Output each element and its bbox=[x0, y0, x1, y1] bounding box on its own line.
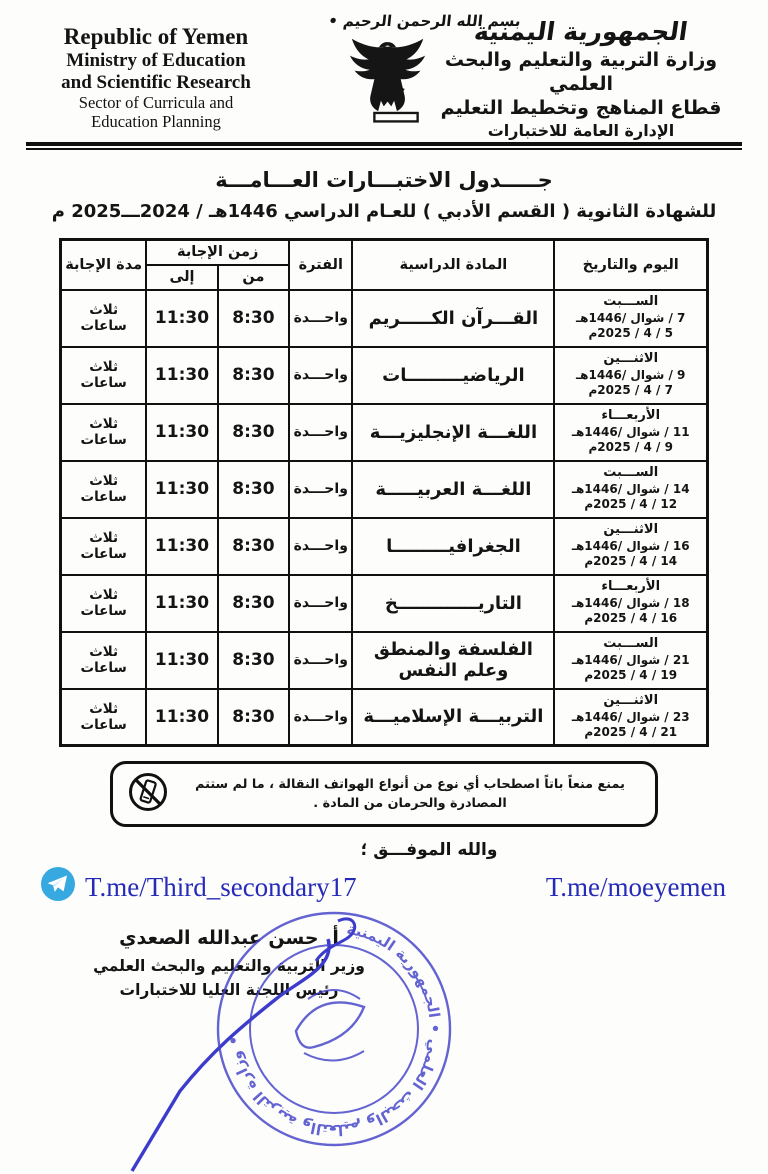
header-subject: المادة الدراسية bbox=[352, 240, 554, 290]
day-name: الأربعـــاء bbox=[601, 407, 661, 423]
hijri-date: 9 / شوال /1446هـ bbox=[576, 367, 686, 382]
cell-time-from: 8:30 bbox=[218, 404, 289, 461]
bismillah-calligraphy: بسم الله الرحمن الرحيم • bbox=[327, 12, 522, 30]
document-titles bbox=[0, 168, 768, 222]
cell-time-to: 11:30 bbox=[146, 290, 217, 347]
signatory-title-minister: وزير التربية والتعليم والبحث العلمي bbox=[93, 957, 365, 975]
day-name: الأربعـــاء bbox=[601, 578, 661, 594]
cell-duration: ثلاث ساعات bbox=[61, 518, 147, 575]
cell-period: واحـــدة bbox=[289, 461, 352, 518]
english-country: Republic of Yemen bbox=[63, 24, 249, 49]
cell-period: واحـــدة bbox=[289, 518, 352, 575]
cell-time-to: 11:30 bbox=[146, 404, 217, 461]
signatory-title-committee: رئيس اللجنة العليا للاختبارات bbox=[119, 981, 339, 999]
cell-day-date bbox=[554, 575, 707, 632]
day-name: الاثنـــين bbox=[603, 521, 659, 537]
no-mobile-phone-icon bbox=[127, 771, 169, 817]
header-duration: مدة الإجابة bbox=[61, 240, 147, 290]
cell-duration: ثلاث ساعات bbox=[61, 347, 147, 404]
table-row bbox=[61, 575, 708, 632]
signatory-name: أ. حسن عبدالله الصعدي bbox=[119, 927, 339, 949]
cell-period: واحـــدة bbox=[289, 290, 352, 347]
cell-time-to: 11:30 bbox=[146, 575, 217, 632]
cell-period: واحـــدة bbox=[289, 347, 352, 404]
cell-period: واحـــدة bbox=[289, 689, 352, 746]
ministry-round-stamp bbox=[208, 903, 460, 1155]
english-ministry-line1: Ministry of Education bbox=[66, 50, 246, 72]
telegram-link-moeyemen[interactable] bbox=[546, 872, 726, 903]
header-answer-time: زمن الإجابة bbox=[146, 240, 289, 265]
letterhead bbox=[0, 0, 768, 142]
cell-period: واحـــدة bbox=[289, 404, 352, 461]
gregorian-date: 9 / 4 / 2025م bbox=[588, 440, 673, 455]
english-sector-line2: Education Planning bbox=[91, 112, 221, 132]
cell-day-date bbox=[554, 404, 707, 461]
day-name: الاثنـــين bbox=[603, 692, 659, 708]
english-ministry-line2: and Scientific Research bbox=[61, 72, 251, 94]
day-name: الســـبت bbox=[603, 635, 659, 651]
cell-day-date bbox=[554, 347, 707, 404]
cell-day-date bbox=[554, 689, 707, 746]
signature-block bbox=[0, 913, 768, 1140]
cell-day-date bbox=[554, 632, 707, 689]
cell-subject: التربيـــة الإسلاميـــة bbox=[352, 689, 554, 746]
hijri-date: 21 / شوال /1446هـ bbox=[571, 652, 690, 667]
cell-time-to: 11:30 bbox=[146, 689, 217, 746]
header-time-to: إلى bbox=[146, 265, 217, 290]
cell-period: واحـــدة bbox=[289, 575, 352, 632]
gregorian-date: 19 / 4 / 2025م bbox=[584, 668, 678, 683]
header-period: الفترة bbox=[289, 240, 352, 290]
cell-duration: ثلاث ساعات bbox=[61, 461, 147, 518]
cell-duration: ثلاث ساعات bbox=[61, 290, 147, 347]
header-time-from: من bbox=[218, 265, 289, 290]
hijri-date: 7 / شوال /1446هـ bbox=[576, 310, 686, 325]
cell-time-from: 8:30 bbox=[218, 689, 289, 746]
cell-time-to: 11:30 bbox=[146, 347, 217, 404]
table-row bbox=[61, 404, 708, 461]
closing-phrase: والله الموفـــق ؛ bbox=[360, 840, 498, 860]
page-subtitle: للشهادة الثانوية ( القسم الأدبي ) للعـام الدراسي 1446هـ / 2024ـــ2025 م bbox=[51, 201, 717, 222]
cell-day-date bbox=[554, 290, 707, 347]
day-name: الاثنـــين bbox=[603, 350, 659, 366]
exam-schedule-table bbox=[59, 238, 709, 747]
cell-time-from: 8:30 bbox=[218, 518, 289, 575]
page-title: جـــــدول الاختبـــارات العـــامـــة bbox=[215, 168, 553, 192]
cell-time-from: 8:30 bbox=[218, 290, 289, 347]
arabic-department: الإدارة العامة للاختبارات bbox=[487, 120, 675, 140]
english-sector-line1: Sector of Curricula and bbox=[78, 93, 234, 113]
table-header bbox=[61, 240, 708, 290]
telegram-link-label[interactable]: T.me/Third_secondary17 bbox=[85, 872, 357, 902]
cell-time-from: 8:30 bbox=[218, 632, 289, 689]
cell-subject: التاريـــــــــــــخ bbox=[352, 575, 554, 632]
phones-prohibited-note bbox=[110, 761, 658, 827]
gregorian-date: 14 / 4 / 2025م bbox=[584, 554, 678, 569]
header-day-date: اليوم والتاريخ bbox=[554, 240, 707, 290]
table-row bbox=[61, 347, 708, 404]
cell-time-to: 11:30 bbox=[146, 632, 217, 689]
cell-time-from: 8:30 bbox=[218, 461, 289, 518]
gregorian-date: 16 / 4 / 2025م bbox=[584, 611, 678, 626]
cell-subject: الرياضيـــــــــات bbox=[352, 347, 554, 404]
cell-time-to: 11:30 bbox=[146, 518, 217, 575]
cell-time-from: 8:30 bbox=[218, 347, 289, 404]
gregorian-date: 5 / 4 / 2025م bbox=[588, 326, 673, 341]
cell-subject: القـــرآن الكـــــريم bbox=[352, 290, 554, 347]
hijri-date: 14 / شوال /1446هـ bbox=[571, 481, 690, 496]
day-name: الســـبت bbox=[603, 464, 659, 480]
cell-subject: اللغـــة الإنجليزيـــة bbox=[352, 404, 554, 461]
gregorian-date: 12 / 4 / 2025م bbox=[584, 497, 678, 512]
cell-duration: ثلاث ساعات bbox=[61, 689, 147, 746]
table-row bbox=[61, 518, 708, 575]
table-body bbox=[61, 290, 708, 746]
cell-duration: ثلاث ساعات bbox=[61, 404, 147, 461]
cell-time-to: 11:30 bbox=[146, 461, 217, 518]
table-row bbox=[61, 461, 708, 518]
cell-time-from: 8:30 bbox=[218, 575, 289, 632]
cell-day-date bbox=[554, 518, 707, 575]
table-row bbox=[61, 290, 708, 347]
day-name: الســـبت bbox=[603, 293, 659, 309]
arabic-sector: قطاع المناهج وتخطيط التعليم bbox=[440, 96, 722, 119]
cell-subject: الجغرافيـــــــــا bbox=[352, 518, 554, 575]
arabic-header bbox=[418, 16, 744, 141]
table-row bbox=[61, 689, 708, 746]
arabic-country-calligraphy: الجمهورية اليمنية bbox=[472, 17, 690, 46]
gregorian-date: 7 / 4 / 2025م bbox=[588, 383, 673, 398]
header-divider-rule bbox=[26, 142, 742, 150]
arabic-ministry: وزارة التربية والتعليم والبحث العلمي bbox=[444, 49, 718, 95]
cell-period: واحـــدة bbox=[289, 632, 352, 689]
cell-subject: الفلسفة والمنطق وعلم النفس bbox=[352, 632, 554, 689]
hijri-date: 11 / شوال /1446هـ bbox=[571, 424, 690, 439]
cell-duration: ثلاث ساعات bbox=[61, 632, 147, 689]
hijri-date: 18 / شوال /1446هـ bbox=[571, 595, 690, 610]
table-row bbox=[61, 632, 708, 689]
cell-duration: ثلاث ساعات bbox=[61, 575, 147, 632]
english-header bbox=[34, 24, 278, 132]
hijri-date: 23 / شوال /1446هـ bbox=[571, 709, 690, 724]
telegram-link-label[interactable]: T.me/moeyemen bbox=[545, 872, 726, 902]
note-text: يمنع منعاً باتاً اصطحاب أي نوع من أنواع الهواتف النقالة ، ما لم ستتم المصادرة والحرمان من المادة . bbox=[195, 776, 625, 811]
cell-subject: اللغـــة العربيـــــة bbox=[352, 461, 554, 518]
gregorian-date: 21 / 4 / 2025م bbox=[584, 725, 678, 740]
cell-day-date bbox=[554, 461, 707, 518]
hijri-date: 16 / شوال /1446هـ bbox=[571, 538, 690, 553]
svg-text:وزارة التربية والتعليم والبحث: وزارة التربية والتعليم والبحث العلمي • الجمهورية اليمنية • bbox=[224, 919, 444, 1140]
